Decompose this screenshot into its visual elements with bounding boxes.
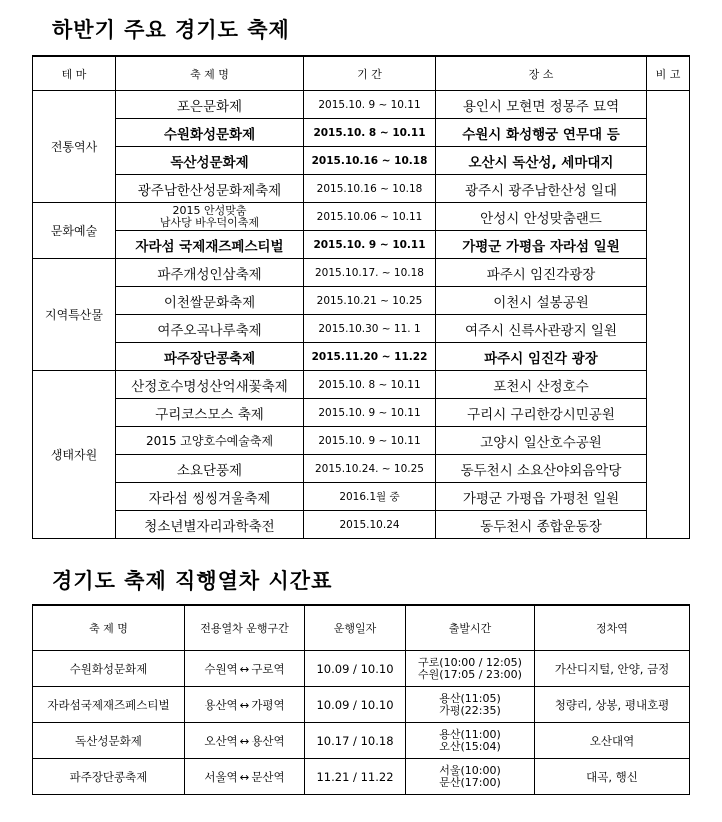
festival-table bbox=[32, 55, 690, 539]
table-row bbox=[33, 147, 690, 175]
festival-period: 2015.10. 8 ~ 10.11 bbox=[304, 371, 436, 399]
theme-cell: 지역특산물 bbox=[33, 259, 116, 371]
train-date: 10.17 / 10.18 bbox=[305, 723, 406, 759]
festival-name-line2: 남사당 바우덕이축제 bbox=[159, 215, 260, 229]
train-stops: 대곡, 행신 bbox=[535, 759, 690, 795]
festival-name: 소요단풍제 bbox=[116, 455, 304, 483]
route-arrow-icon: ↔ bbox=[239, 769, 250, 784]
festival-place: 파주시 임진각광장 bbox=[436, 259, 647, 287]
festival-place: 용인시 모현면 정몽주 묘역 bbox=[436, 91, 647, 119]
table-row bbox=[33, 511, 690, 539]
header-departure: 출발시간 bbox=[406, 605, 535, 651]
table-row bbox=[33, 91, 690, 119]
festival-name: 여주오곡나루축제 bbox=[116, 315, 304, 343]
train-departure bbox=[406, 723, 535, 759]
festival-name: 광주남한산성문화제축제 bbox=[116, 175, 304, 203]
festival-period: 2015.10. 9 ~ 10.11 bbox=[304, 399, 436, 427]
header-row bbox=[33, 605, 690, 651]
festival-period: 2015.10.16 ~ 10.18 bbox=[304, 175, 436, 203]
header-row bbox=[33, 56, 690, 91]
train-route bbox=[185, 651, 305, 687]
departure-line2: 문산(17:00) bbox=[439, 775, 501, 789]
festival-place: 수원시 화성행궁 연무대 등 bbox=[436, 119, 647, 147]
train-route bbox=[185, 687, 305, 723]
festival-period: 2015.10.17. ~ 10.18 bbox=[304, 259, 436, 287]
festival-name: 독산성문화제 bbox=[116, 147, 304, 175]
theme-cell: 전통역사 bbox=[33, 91, 116, 203]
route-to: 용산역 bbox=[251, 733, 285, 748]
header-name: 축 제 명 bbox=[33, 605, 185, 651]
route-from: 오산역 bbox=[204, 733, 238, 748]
festival-place: 파주시 임진각 광장 bbox=[436, 343, 647, 371]
festival-period: 2015.10. 9 ~ 10.11 bbox=[304, 427, 436, 455]
header-period: 기 간 bbox=[304, 56, 436, 91]
table-row bbox=[33, 371, 690, 399]
train-departure bbox=[406, 759, 535, 795]
festival-place: 오산시 독산성, 세마대지 bbox=[436, 147, 647, 175]
festival-name: 구리코스모스 축제 bbox=[116, 399, 304, 427]
festival-name: 파주장단콩축제 bbox=[116, 343, 304, 371]
route-to: 구로역 bbox=[251, 661, 285, 676]
table-row bbox=[33, 427, 690, 455]
header-route: 전용열차 운행구간 bbox=[185, 605, 305, 651]
table-row bbox=[33, 399, 690, 427]
route-arrow-icon: ↔ bbox=[239, 697, 250, 712]
train-festival-name: 독산성문화제 bbox=[33, 723, 185, 759]
festival-period: 2015.11.20 ~ 11.22 bbox=[304, 343, 436, 371]
festival-name: 자라섬 씽씽겨울축제 bbox=[116, 483, 304, 511]
festival-name: 산정호수명성산억새꽃축제 bbox=[116, 371, 304, 399]
festival-place: 동두천시 소요산야외음악당 bbox=[436, 455, 647, 483]
festival-place: 구리시 구리한강시민공원 bbox=[436, 399, 647, 427]
train-departure bbox=[406, 651, 535, 687]
train-date: 10.09 / 10.10 bbox=[305, 687, 406, 723]
festival-period: 2015.10.21 ~ 10.25 bbox=[304, 287, 436, 315]
route-from: 수원역 bbox=[204, 661, 238, 676]
festival-name: 청소년별자리과학축전 bbox=[116, 511, 304, 539]
festival-period: 2015.10.30 ~ 11. 1 bbox=[304, 315, 436, 343]
route-arrow-icon: ↔ bbox=[239, 733, 250, 748]
festival-name: 파주개성인삼축제 bbox=[116, 259, 304, 287]
header-note: 비 고 bbox=[647, 56, 690, 91]
table-row bbox=[33, 175, 690, 203]
train-route bbox=[185, 759, 305, 795]
table-row bbox=[33, 119, 690, 147]
route-from: 서울역 bbox=[204, 769, 238, 784]
festival-place: 이천시 설봉공원 bbox=[436, 287, 647, 315]
festival-period: 2015.10.24 bbox=[304, 511, 436, 539]
train-festival-name: 수원화성문화제 bbox=[33, 651, 185, 687]
festival-period: 2015.10. 9 ~ 10.11 bbox=[304, 231, 436, 259]
route-arrow-icon: ↔ bbox=[239, 661, 250, 676]
festival-place: 동두천시 종합운동장 bbox=[436, 511, 647, 539]
route-to: 문산역 bbox=[251, 769, 285, 784]
table-row bbox=[33, 203, 690, 231]
header-place: 장 소 bbox=[436, 56, 647, 91]
festival-place: 안성시 안성맞춤랜드 bbox=[436, 203, 647, 231]
table-row bbox=[33, 287, 690, 315]
festival-name: 포은문화제 bbox=[116, 91, 304, 119]
table-row bbox=[33, 723, 690, 759]
table-row bbox=[33, 315, 690, 343]
table-row bbox=[33, 759, 690, 795]
departure-line1: 서울(10:00) bbox=[439, 763, 501, 777]
table-row bbox=[33, 455, 690, 483]
departure-line1: 구로(10:00 / 12:05) bbox=[418, 655, 522, 669]
festival-place: 가평군 가평읍 가평천 일원 bbox=[436, 483, 647, 511]
train-departure bbox=[406, 687, 535, 723]
festival-name: 이천쌀문화축제 bbox=[116, 287, 304, 315]
section-title-train: 경기도 축제 직행열차 시간표 bbox=[52, 569, 333, 593]
table-row bbox=[33, 687, 690, 723]
note-cell bbox=[647, 91, 690, 539]
table-row bbox=[33, 651, 690, 687]
train-festival-name: 파주장단콩축제 bbox=[33, 759, 185, 795]
festival-name: 2015 고양호수예술축제 bbox=[116, 427, 304, 455]
header-theme: 테 마 bbox=[33, 56, 116, 91]
festival-name-line1: 2015 안성맞춤 bbox=[172, 203, 247, 217]
festival-period: 2015.10.16 ~ 10.18 bbox=[304, 147, 436, 175]
festival-name bbox=[116, 203, 304, 231]
festival-place: 여주시 신륵사관광지 일원 bbox=[436, 315, 647, 343]
festival-period: 2015.10.06 ~ 10.11 bbox=[304, 203, 436, 231]
festival-place: 가평군 가평읍 자라섬 일원 bbox=[436, 231, 647, 259]
section-title-festivals: 하반기 주요 경기도 축제 bbox=[52, 18, 290, 42]
header-stops: 정차역 bbox=[535, 605, 690, 651]
route-to: 가평역 bbox=[251, 697, 285, 712]
festival-period: 2016.1월 중 bbox=[304, 483, 436, 511]
table-row bbox=[33, 343, 690, 371]
route-from: 용산역 bbox=[204, 697, 238, 712]
festival-period: 2015.10. 8 ~ 10.11 bbox=[304, 119, 436, 147]
departure-line1: 용산(11:05) bbox=[439, 691, 501, 705]
departure-line2: 수원(17:05 / 23:00) bbox=[418, 667, 522, 681]
header-name: 축 제 명 bbox=[116, 56, 304, 91]
train-timetable bbox=[32, 604, 690, 795]
festival-name: 수원화성문화제 bbox=[116, 119, 304, 147]
departure-line2: 가평(22:35) bbox=[439, 703, 501, 717]
train-stops: 오산대역 bbox=[535, 723, 690, 759]
table-row bbox=[33, 483, 690, 511]
departure-line1: 용산(11:00) bbox=[439, 727, 501, 741]
festival-place: 광주시 광주남한산성 일대 bbox=[436, 175, 647, 203]
table-row bbox=[33, 259, 690, 287]
train-festival-name: 자라섬국제재즈페스티벌 bbox=[33, 687, 185, 723]
header-date: 운행일자 bbox=[305, 605, 406, 651]
train-date: 11.21 / 11.22 bbox=[305, 759, 406, 795]
train-stops: 청량리, 상봉, 평내호평 bbox=[535, 687, 690, 723]
festival-period: 2015.10.24. ~ 10.25 bbox=[304, 455, 436, 483]
festival-name: 자라섬 국제재즈페스티벌 bbox=[116, 231, 304, 259]
festival-period: 2015.10. 9 ~ 10.11 bbox=[304, 91, 436, 119]
train-date: 10.09 / 10.10 bbox=[305, 651, 406, 687]
theme-cell: 생태자원 bbox=[33, 371, 116, 539]
theme-cell: 문화예술 bbox=[33, 203, 116, 259]
train-stops: 가산디지털, 안양, 금정 bbox=[535, 651, 690, 687]
departure-line2: 오산(15:04) bbox=[439, 739, 501, 753]
table-row bbox=[33, 231, 690, 259]
festival-place: 고양시 일산호수공원 bbox=[436, 427, 647, 455]
festival-place: 포천시 산정호수 bbox=[436, 371, 647, 399]
train-route bbox=[185, 723, 305, 759]
